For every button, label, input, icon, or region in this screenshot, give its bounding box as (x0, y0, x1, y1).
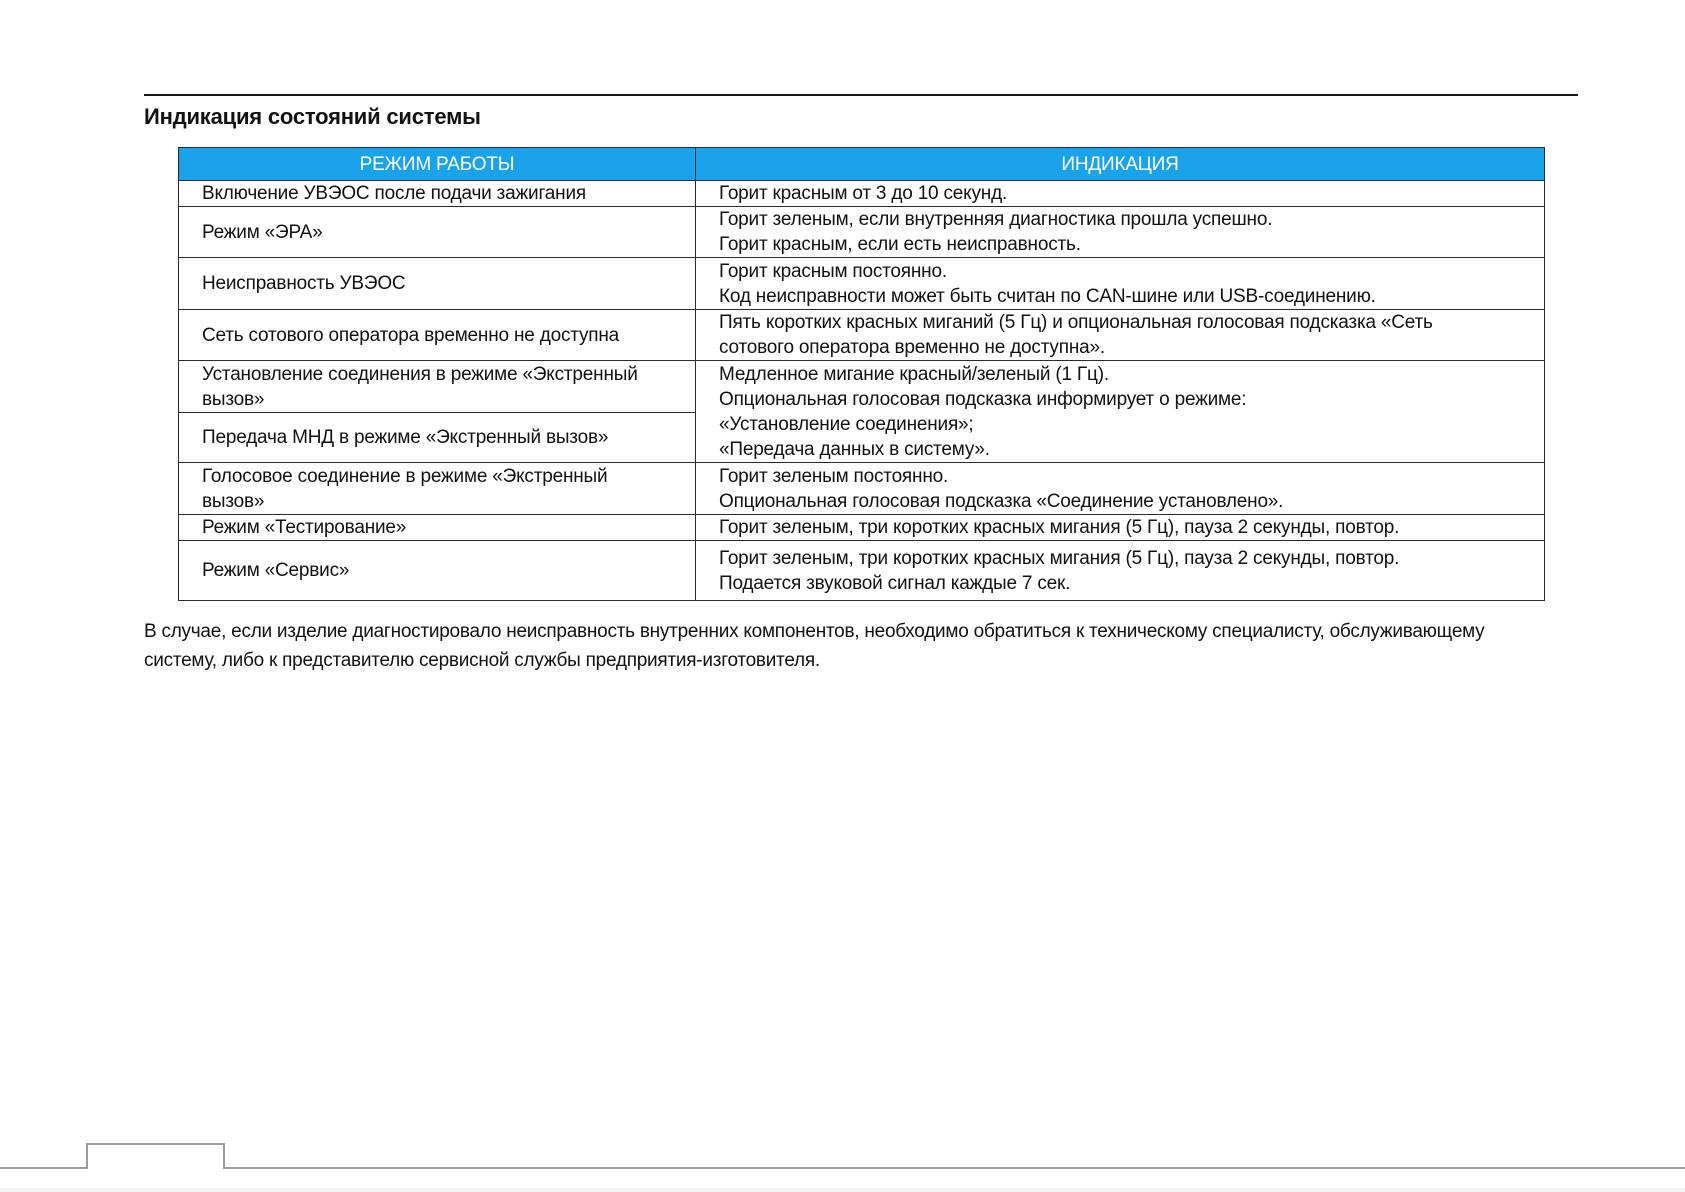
indication-cell (696, 310, 1545, 361)
indication-text: Горит зеленым, три коротких красных мигания (5 Гц), пауза 2 секунды, повтор. (719, 547, 1400, 569)
table-row (179, 361, 1545, 413)
indication-text: Опциональная голосовая подсказка «Соединение установлено». (719, 490, 1284, 512)
indication-text: Пять коротких красных миганий (5 Гц) и опциональная голосовая подсказка «Сеть (719, 312, 1433, 333)
mode-text: Режим «Сервис» (202, 560, 350, 581)
mode-text: Неисправность УВЭОС (202, 273, 406, 294)
mode-cell (179, 310, 696, 361)
indication-cell (696, 541, 1545, 601)
indication-table (178, 147, 1545, 601)
indication-text: Горит зеленым постоянно. (719, 465, 949, 487)
mode-text: Сеть сотового оператора временно не доступна (202, 324, 620, 346)
indication-text: Подается звуковой сигнал каждые 7 сек. (719, 572, 1071, 594)
header-indication: ИНДИКАЦИЯ (696, 148, 1545, 181)
indication-text: Горит красным, если есть неисправность. (719, 234, 1081, 255)
mode-cell (179, 413, 696, 463)
mode-cell (179, 181, 696, 207)
table-row (179, 207, 1545, 258)
indication-text: Медленное мигание красный/зеленый (1 Гц). (719, 363, 1109, 385)
table-row (179, 258, 1545, 310)
page-footer-tab (0, 1140, 1685, 1170)
table-row (179, 541, 1545, 601)
footer-tab-outline (0, 1140, 1685, 1170)
mode-cell (179, 258, 696, 310)
note-line: систему, либо к представителю сервисной службы предприятия-изготовителя. (144, 650, 820, 671)
indication-text: Горит зеленым, три коротких красных мигания (5 Гц), пауза 2 секунды, повтор. (719, 517, 1400, 538)
mode-text: вызов» (202, 388, 265, 410)
indication-text: Горит красным от 3 до 10 секунд. (719, 183, 1008, 204)
mode-text: Режим «ЭРА» (202, 221, 323, 243)
indication-text: Опциональная голосовая подсказка информирует о режиме: (719, 388, 1247, 410)
table-row (179, 310, 1545, 361)
mode-cell (179, 361, 696, 413)
bottom-band (0, 1188, 1685, 1192)
mode-text: Голосовое соединение в режиме «Экстренный (202, 465, 608, 487)
indication-cell (696, 361, 1545, 463)
mode-text: Режим «Тестирование» (202, 517, 407, 538)
note-line: В случае, если изделие диагностировало неисправность внутренних компонентов, необходимо обратиться к техническому специалисту, обслуживающему (144, 621, 1485, 642)
table-header-row (179, 148, 1545, 181)
indication-cell (696, 207, 1545, 258)
mode-cell (179, 541, 696, 601)
indication-cell (696, 181, 1545, 207)
mode-text: вызов» (202, 490, 265, 512)
top-rule (144, 94, 1578, 96)
indication-cell (696, 463, 1545, 515)
indication-text: Горит зеленым, если внутренняя диагностика прошла успешно. (719, 209, 1273, 230)
indication-cell (696, 258, 1545, 310)
mode-cell (179, 515, 696, 541)
indication-cell (696, 515, 1545, 541)
mode-cell (179, 463, 696, 515)
indication-text: «Передача данных в систему». (719, 438, 990, 460)
mode-text: Установление соединения в режиме «Экстренный (202, 363, 638, 385)
table-row (179, 181, 1545, 207)
table-row (179, 463, 1545, 515)
mode-cell (179, 207, 696, 258)
table-row (179, 515, 1545, 541)
indication-text: Горит красным постоянно. (719, 260, 947, 282)
section-title: Индикация состояний системы (144, 104, 481, 129)
note-paragraph (144, 617, 1584, 675)
mode-text: Включение УВЭОС после подачи зажигания (202, 183, 586, 204)
indication-text: сотового оператора временно не доступна». (719, 337, 1105, 358)
indication-text: Код неисправности может быть считан по CAN-шине или USB-соединению. (719, 285, 1376, 307)
mode-text: Передача МНД в режиме «Экстренный вызов» (202, 427, 609, 448)
header-mode: РЕЖИМ РАБОТЫ (179, 148, 696, 181)
indication-text: «Установление соединения»; (719, 413, 974, 435)
